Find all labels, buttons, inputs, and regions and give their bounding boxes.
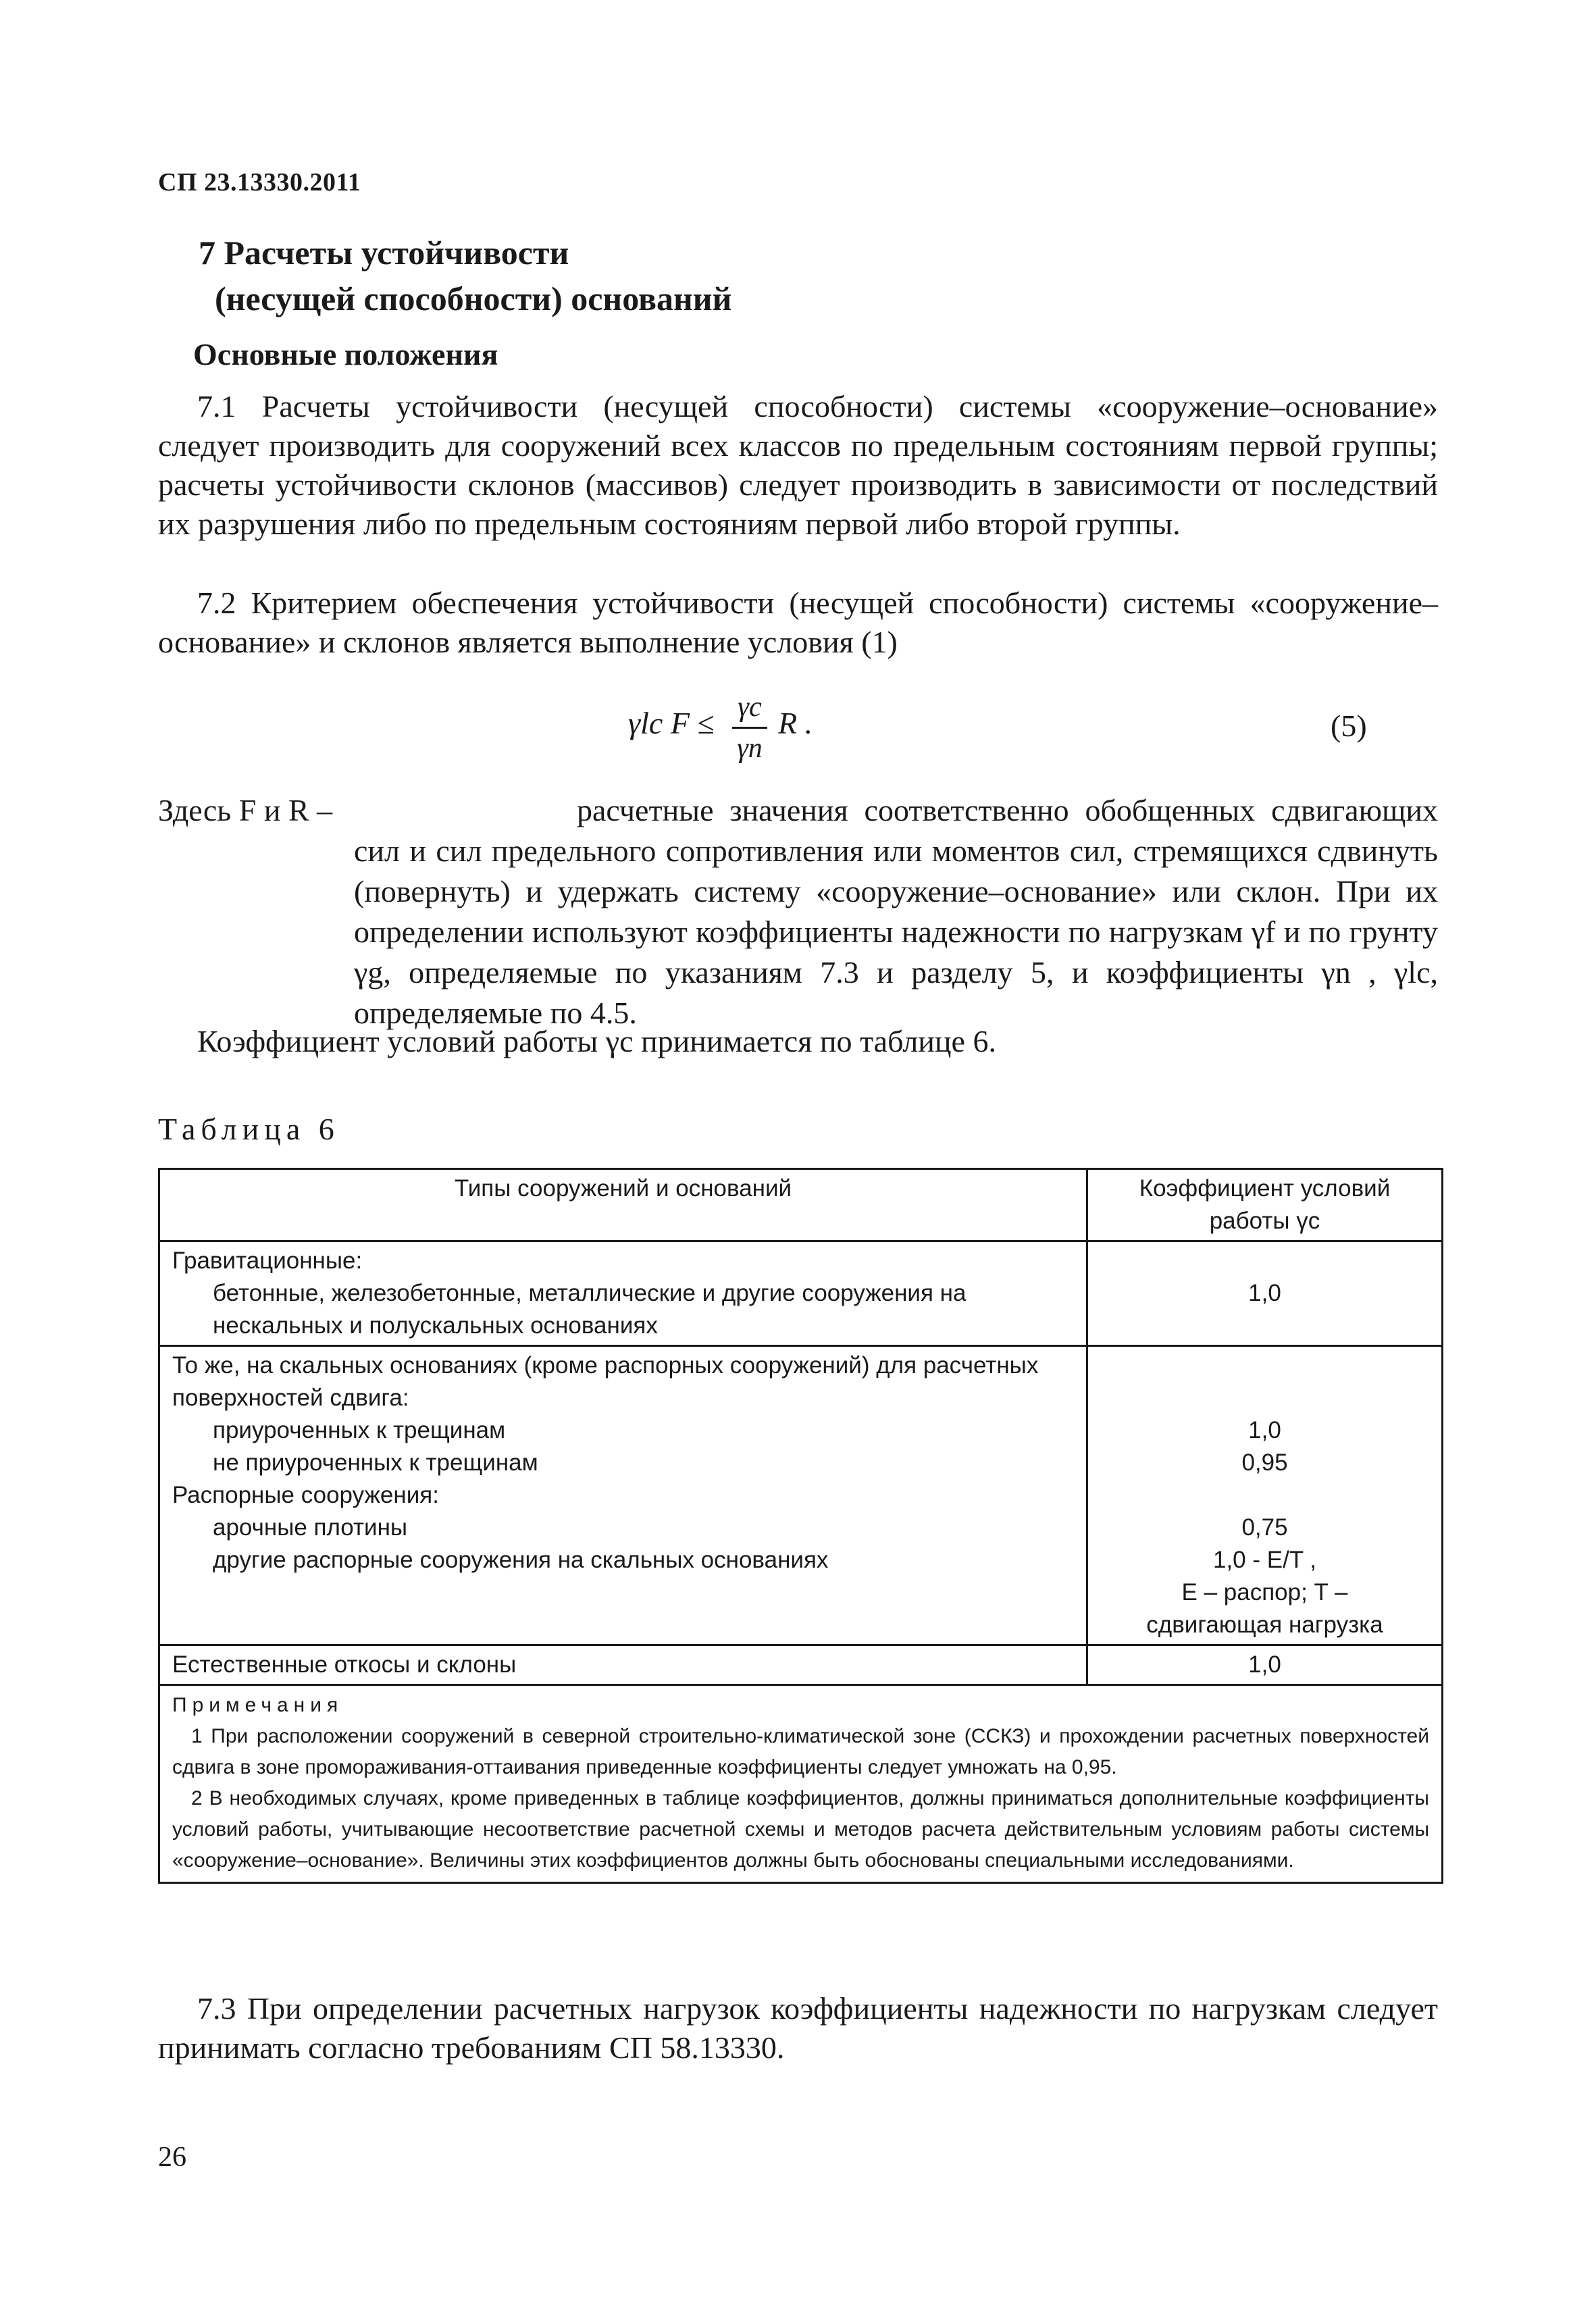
- row-item: бетонные, железобетонные, металлические и другие сооружения на нескальных и полускальных основаниях: [213, 1280, 967, 1339]
- section-title: [199, 230, 1482, 322]
- row-item: приуроченных к трещинам: [213, 1417, 506, 1443]
- where-lead: Здесь F и R –: [158, 793, 333, 827]
- note-1: 1 При расположении сооружений в северной строительно-климатической зоне (ССКЗ) и прохождении расчетных поверхностей сдвига в зоне промораживания-оттаивания приведенные коэффициенты следует умножать на 0,95.: [172, 1725, 1429, 1778]
- paragraph-7-3: 7.3 При определении расчетных нагрузок коэффициенты надежности по нагрузкам следует принимать согласно требованиям СП 58.13330.: [158, 1991, 1438, 2065]
- formula-number: (5): [1331, 709, 1367, 743]
- row-item: арочные плотины: [213, 1514, 408, 1541]
- formula-rhs: R .: [778, 706, 813, 740]
- where-text: расчетные значения соответственно обобщенных сдвигающих сил и сил предельного сопротивления или моментов сил, стремящихся сдвинуть (повернуть) и удержать систему «сооружение–основание» или склон. При их определении используют коэффициенты надежности по нагрузкам γf и по грунту γg, определяемые по указаниям 7.3 и разделу 5, и коэффициенты γn , γlc, определяемые по 4.5.: [354, 793, 1439, 1030]
- table-row: [159, 1346, 1443, 1645]
- formula-fraction: [729, 689, 770, 767]
- section-title-line2: (несущей способности) оснований: [215, 280, 732, 317]
- where-body: [354, 790, 1438, 1033]
- row-value: 1,0 - E/T ,: [1212, 1547, 1317, 1573]
- table-caption: Таблица 6: [158, 1112, 340, 1146]
- group-label: Распорные сооружения:: [172, 1482, 439, 1508]
- table-notes-row: [159, 1685, 1443, 1883]
- row-value: 1,0: [1087, 1645, 1443, 1685]
- row-value: сдвигающая нагрузка: [1146, 1612, 1383, 1638]
- formula-numerator: γc: [738, 692, 762, 723]
- document-code: СП 23.13330.2011: [158, 168, 361, 197]
- group-label: Гравитационные:: [172, 1248, 363, 1274]
- group-label: То же, на скальных основаниях (кроме распорных сооружений) для расчетных поверхностей сдвига:: [172, 1352, 1039, 1411]
- group-label: Естественные откосы и склоны: [159, 1645, 1087, 1685]
- section-title-line1: 7 Расчеты устойчивости: [199, 234, 569, 272]
- table-6: [158, 1168, 1443, 1884]
- where-clause: [158, 790, 1438, 1033]
- row-item: не приуроченных к трещинам: [213, 1449, 538, 1476]
- row-item: другие распорные сооружения на скальных основаниях: [213, 1547, 829, 1573]
- row-value: 1,0: [1248, 1280, 1281, 1306]
- table-row: [159, 1241, 1443, 1346]
- header-coefficient: Коэффициент условий работы γc: [1087, 1169, 1443, 1241]
- coefficient-line: Коэффициент условий работы γc принимается по таблице 6.: [197, 1024, 996, 1058]
- paragraph-7-2: 7.2 Критерием обеспечения устойчивости (несущей способности) системы «сооружение–основание» и склонов является выполнение условия (1): [158, 586, 1438, 659]
- formula: [628, 689, 871, 783]
- notes-title: Примечания: [172, 1694, 344, 1716]
- subheading: Основные положения: [193, 337, 498, 371]
- page-number: 26: [158, 2142, 186, 2173]
- row-value: 0,95: [1241, 1449, 1288, 1476]
- row-value: E – распор; T –: [1181, 1579, 1348, 1605]
- header-structure-types: Типы сооружений и оснований: [159, 1169, 1087, 1241]
- formula-lhs: γlc F ≤: [628, 706, 715, 740]
- paragraph-7-1: 7.1 Расчеты устойчивости (несущей способности) системы «сооружение–основание» следует производить для сооружений всех классов по предельным состояниям первой группы; расчеты устойчивости склонов (массивов) следует производить в зависимости от последствий их разрушения либо по предельным состояниям первой либо второй группы.: [158, 389, 1438, 541]
- row-value: 0,75: [1241, 1514, 1288, 1541]
- table-header-row: [159, 1169, 1443, 1241]
- fraction-bar: [732, 727, 767, 729]
- row-value: 1,0: [1248, 1417, 1281, 1443]
- table-row: [159, 1645, 1443, 1685]
- formula-denominator: γn: [737, 733, 763, 764]
- table-notes: [159, 1685, 1443, 1883]
- note-2: 2 В необходимых случаях, кроме приведенных в таблице коэффициентов, должны приниматься дополнительные коэффициенты условий работы, учитывающие несоответствие расчетной схемы и методов расчета действительным условиям работы системы «сооружение–основание». Величины этих коэффициентов должны быть обоснованы специальными исследованиями.: [172, 1787, 1429, 1872]
